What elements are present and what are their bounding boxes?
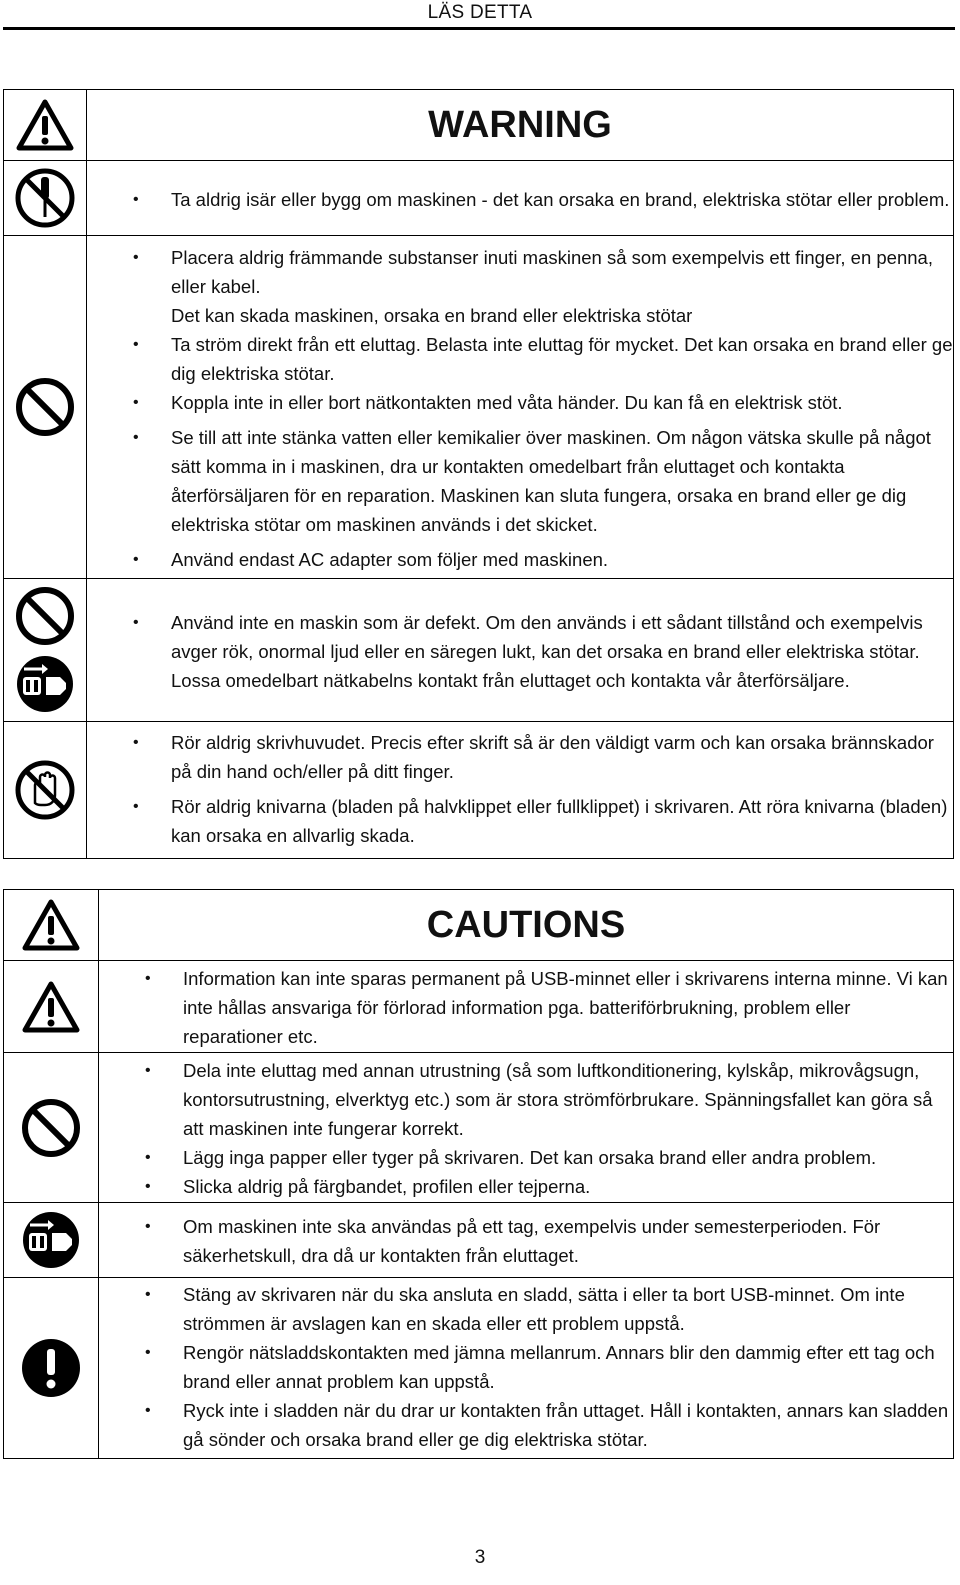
warning-item: • Rör aldrig skrivhuvudet. Precis efter skrift så är den väldigt varm och kan orsaka brännskador på din hand och/eller på ditt finger. bbox=[87, 728, 953, 786]
prohibited-icon bbox=[20, 1097, 82, 1159]
warning-row-2 bbox=[4, 236, 954, 579]
warning-item: • Rör aldrig knivarna (bladen på halvklippet eller fullklippet) i skrivaren. Att röra knivarna (bladen) kan orsaka en allvarlig skada. bbox=[87, 792, 953, 850]
cautions-title-row bbox=[4, 890, 954, 961]
mandatory-action-icon bbox=[20, 1337, 82, 1399]
warning-row-4 bbox=[4, 722, 954, 859]
warning-row-1 bbox=[4, 161, 954, 236]
cautions-title: CAUTIONS bbox=[99, 890, 954, 961]
caution-item: • Rengör nätsladdskontakten med jämna mellanrum. Annars blir den dammig efter ett tag och brand eller annat problem kan uppstå. bbox=[99, 1338, 953, 1396]
warning-item: Det kan skada maskinen, orsaka en brand eller elektriska stötar bbox=[171, 305, 693, 326]
warning-item: • Se till att inte stänka vatten eller kemikalier över maskinen. Om någon vätska skulle på något sätt komma in i maskinen, dra ur kontakten omedelbart från eluttaget och kontakta återförsäljaren för en reparation. Maskinen kan sluta fungera, orsaka en brand eller ge dig elektriska stötar om maskinen används i det skicket. bbox=[87, 423, 953, 539]
do-not-touch-icon bbox=[14, 759, 76, 821]
warning-item: • Använd inte en maskin som är defekt. Om den används i ett sådant tillstånd och exempelvis avger rök, onormal ljud eller en säregen lukt, kan det orsaka en brand eller elektriska stötar. Lossa omedelbart nätkabelns kontakt från eluttaget och kontakta vår återförsäljare. bbox=[87, 608, 953, 695]
warning-item: • Koppla inte in eller bort nätkontakten med våta händer. Du kan få en elektrisk stöt. bbox=[87, 388, 953, 417]
prohibited-icon bbox=[14, 376, 76, 438]
caution-item: • Slicka aldrig på färgbandet, profilen eller tejperna. bbox=[99, 1172, 953, 1201]
warning-box bbox=[3, 89, 954, 859]
caution-item: • Stäng av skrivaren när du ska ansluta en sladd, sätta i eller ta bort USB-minnet. Om inte strömmen är avslagen kan en skada eller ett problem uppstå. bbox=[99, 1280, 953, 1338]
warning-triangle-icon bbox=[16, 99, 74, 151]
warning-triangle-icon bbox=[22, 981, 80, 1033]
warning-item: • Ta ström direkt från ett eluttag. Belasta inte eluttag för mycket. Det kan orsaka en brand eller ge dig elektriska stötar. bbox=[87, 330, 953, 388]
unplug-icon bbox=[14, 653, 76, 715]
page-header-title: LÄS DETTA bbox=[427, 2, 533, 23]
prohibited-icon bbox=[14, 585, 76, 647]
caution-item: • Dela inte eluttag med annan utrustning (så som luftkonditionering, kylskåp, mikrovågsugn, kontorsutrustning, elverktyg etc.) som är stora strömförbrukare. Spänningsfallet kan göra så att maskinen inte fungerar korrekt. bbox=[99, 1056, 953, 1143]
cautions-row-1 bbox=[4, 961, 954, 1053]
warning-triangle-icon bbox=[22, 899, 80, 951]
caution-item: • Information kan inte sparas permanent på USB-minnet eller i skrivarens interna minne. Vi kan inte hållas ansvariga för förlorad information pga. batteriförbrukning, problem eller reparationer etc. bbox=[99, 964, 953, 1051]
cautions-row-2 bbox=[4, 1053, 954, 1203]
cautions-row-4 bbox=[4, 1278, 954, 1459]
caution-item: • Om maskinen inte ska användas på ett tag, exempelvis under semesterperioden. För säkerhetskull, dra då ur kontakten från eluttaget. bbox=[99, 1212, 953, 1270]
warning-title-row bbox=[4, 90, 954, 161]
caution-item: • Ryck inte i sladden när du drar ur kontakten från uttaget. Håll i kontakten, annars kan sladden gå sönder och orsaka brand eller ge dig elektriska stötar. bbox=[99, 1396, 953, 1454]
warning-item: • Ta aldrig isär eller bygg om maskinen - det kan orsaka en brand, elektriska stötar eller problem. bbox=[87, 185, 953, 214]
page-number: 3 bbox=[474, 1547, 486, 1568]
caution-item: • Lägg inga papper eller tyger på skrivaren. Det kan orsaka brand eller andra problem. bbox=[99, 1143, 953, 1172]
cautions-box bbox=[3, 889, 954, 1459]
warning-title: WARNING bbox=[87, 90, 954, 161]
unplug-icon bbox=[20, 1209, 82, 1271]
warning-row-3 bbox=[4, 579, 954, 722]
warning-item: • Placera aldrig främmande substanser inuti maskinen så som exempelvis ett finger, en penna, eller kabel. bbox=[87, 243, 953, 301]
warning-item: • Använd endast AC adapter som följer med maskinen. bbox=[87, 545, 953, 574]
header-rule bbox=[3, 27, 955, 30]
no-disassembly-icon bbox=[14, 167, 76, 229]
cautions-row-3 bbox=[4, 1203, 954, 1278]
warning-title-icon-cell bbox=[4, 90, 87, 161]
